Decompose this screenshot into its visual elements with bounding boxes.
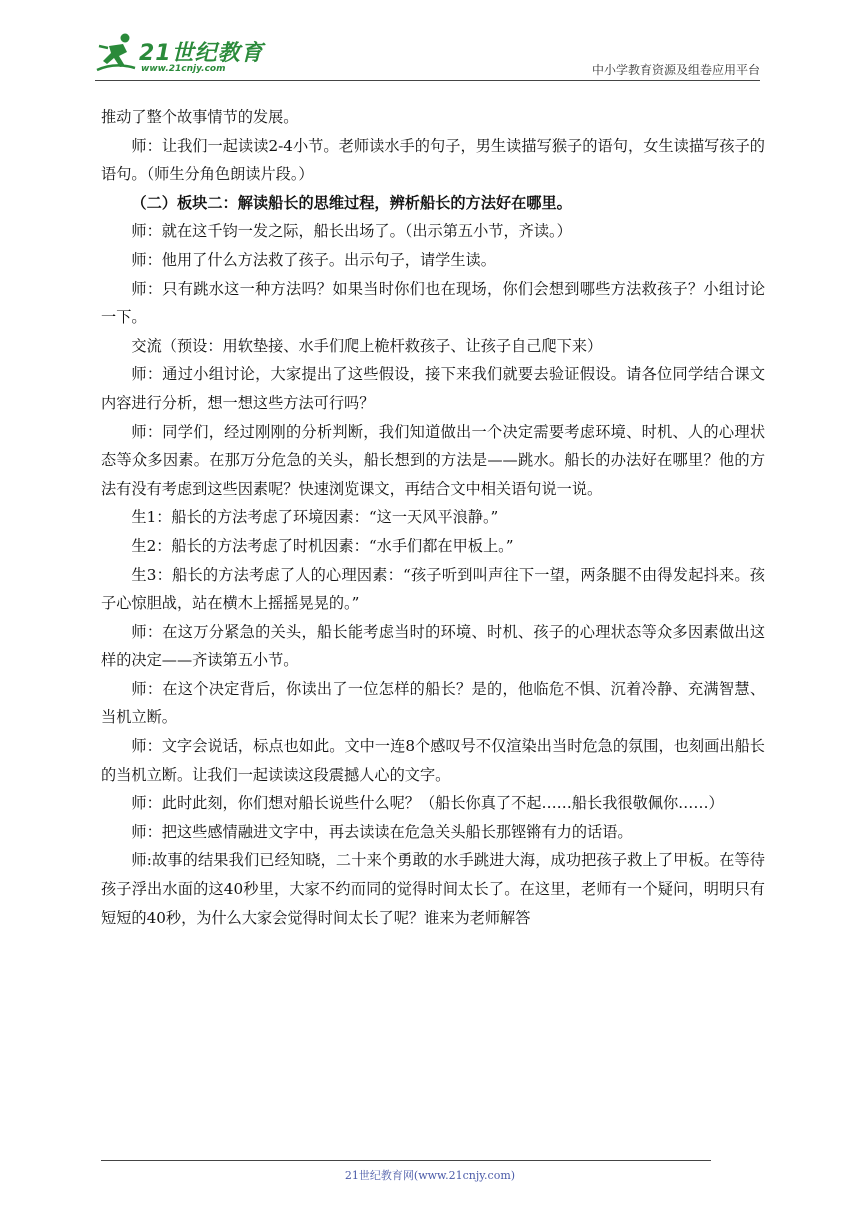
- footer-divider: [101, 1160, 711, 1161]
- section-heading: （二）板块二：解读船长的思维过程，辨析船长的方法好在哪里。: [131, 193, 572, 212]
- paragraph: 师：通过小组讨论，大家提出了这些假设，接下来我们就要去验证假设。请各位同学结合课文内容进行分析，想一想这些方法可行吗？: [101, 365, 765, 412]
- paragraph: 生2：船长的方法考虑了时机因素：“水手们都在甲板上。”: [131, 536, 514, 555]
- paragraph: 师：此时此刻，你们想对船长说些什么呢？（船长你真了不起……船长我很敬佩你……）: [131, 794, 724, 813]
- page-header: [95, 30, 760, 80]
- page-footer: 21世纪教育网(www.21cnjy.com): [344, 1169, 516, 1182]
- document-body: [101, 103, 765, 932]
- paragraph: 师：文字会说话，标点也如此。文中一连8个感叹号不仅渲染出当时危急的氛围，也刻画出船长的当机立断。让我们一起读读这段震撼人心的文字。: [101, 737, 765, 784]
- platform-name: 中小学教育资源及组卷应用平台: [591, 63, 760, 77]
- logo-url: www.21cnjy.com: [141, 64, 226, 74]
- paragraph: 生3：船长的方法考虑了人的心理因素：“孩子听到叫声往下一望，两条腿不由得发起抖来。孩子心惊胆战，站在横木上摇摇晃晃的。”: [101, 565, 765, 613]
- paragraph: 师：在这万分紧急的关头，船长能考虑当时的环境、时机、孩子的心理状态等众多因素做出这样的决定——齐读第五小节。: [101, 622, 765, 670]
- runner-logo-icon: [95, 32, 137, 74]
- paragraph: 生1：船长的方法考虑了环境因素：“这一天风平浪静。”: [131, 508, 499, 527]
- paragraph: 师：他用了什么方法救了孩子。出示句子，请学生读。: [131, 250, 496, 269]
- logo-text: 21世纪教育: [139, 41, 264, 66]
- logo: [95, 30, 265, 78]
- paragraph: 师：把这些感情融进文字中，再去读读在危急关头船长那铿锵有力的话语。: [131, 822, 633, 841]
- paragraph: 师：只有跳水这一种方法吗？如果当时你们也在现场，你们会想到哪些方法救孩子？小组讨论一下。: [101, 279, 765, 327]
- paragraph: 师：在这个决定背后，你读出了一位怎样的船长？是的，他临危不惧、沉着冷静、充满智慧、当机立断。: [101, 679, 765, 727]
- paragraph: 师：让我们一起读读2-4小节。老师读水手的句子，男生读描写猴子的语句，女生读描写孩子的语句。（师生分角色朗读片段。）: [101, 136, 765, 184]
- paragraph: 推动了整个故事情节的发展。: [101, 108, 299, 126]
- paragraph: 交流（预设：用软垫接、水手们爬上桅杆救孩子、让孩子自己爬下来）: [131, 336, 603, 355]
- paragraph: 师:故事的结果我们已经知晓，二十来个勇敢的水手跳进大海，成功把孩子救上了甲板。在等待孩子浮出水面的这40秒里，大家不约而同的觉得时间太长了。在这里，老师有一个疑问，明明只有短短的40秒，为什么大家会觉得时间太长了呢？谁来为老师解答: [101, 851, 765, 927]
- paragraph: 师：就在这千钧一发之际，船长出场了。（出示第五小节，齐读。）: [131, 222, 572, 241]
- header-divider: [95, 80, 760, 81]
- paragraph: 师：同学们，经过刚刚的分析判断，我们知道做出一个决定需要考虑环境、时机、人的心理状态等众多因素。在那万分危急的关头，船长想到的方法是——跳水。船长的办法好在哪里？他的方法有没有考虑到这些因素呢？快速浏览课文，再结合文中相关语句说一说。: [101, 422, 765, 498]
